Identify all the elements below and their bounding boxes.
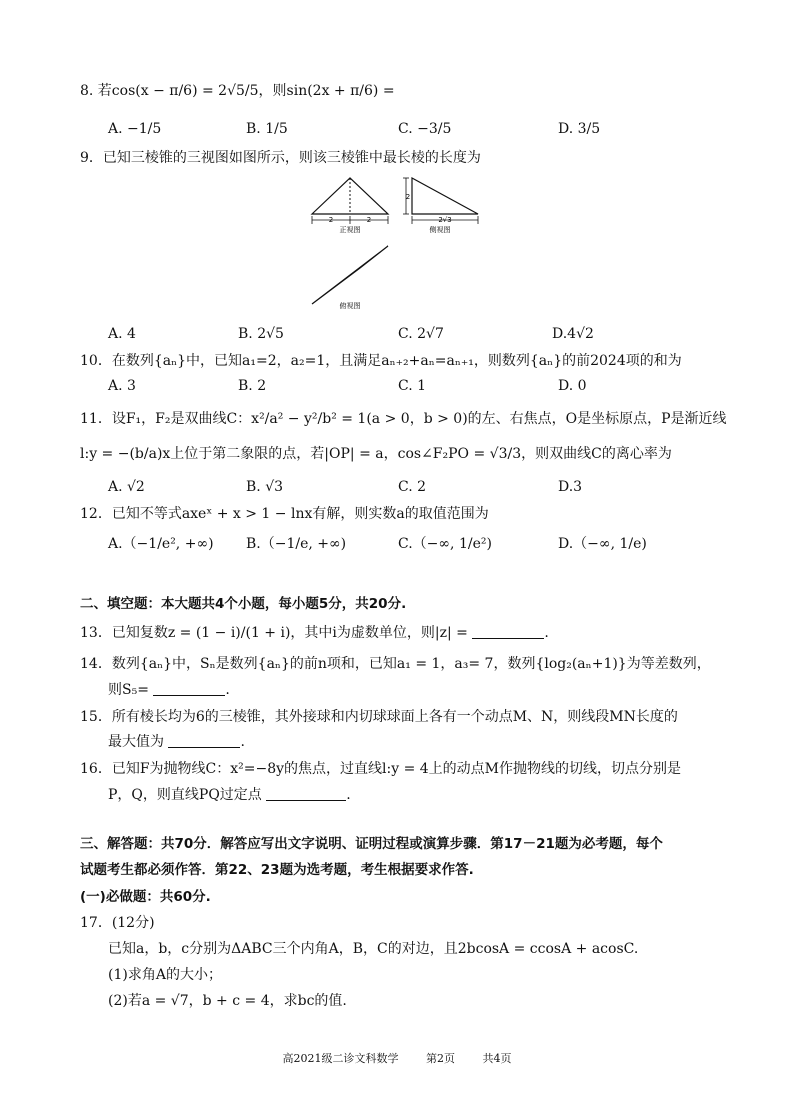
q13 [80, 624, 549, 642]
front-dim-right: 2 [366, 216, 372, 224]
top-view-label: 俯视图 [339, 302, 361, 310]
q12-stem: 12．已知不等式axeˣ + x > 1 − lnx有解，则实数a的取值范围为 [80, 506, 489, 522]
q17-stem: 已知a，b，c分别为ΔABC三个内角A，B，C的对边，且2bcosA = ccosA + acosC. [108, 941, 639, 957]
q8-option-d: D. 3/5 [558, 121, 601, 137]
footer-page-number: 第2页 [426, 1052, 455, 1065]
q11-option-a: A. √2 [108, 479, 145, 495]
q15-text: 最大值为 [108, 734, 164, 750]
q17-head: 17．(12分) [80, 915, 155, 931]
front-view-label: 正视图 [339, 226, 361, 234]
q14-text: 则S₅= [108, 682, 149, 698]
q12-option-c: C.（−∞, 1/e²) [398, 536, 492, 552]
q16-answer-blank[interactable] [266, 786, 346, 801]
section3-subheading: (一)必做题：共60分. [80, 889, 211, 905]
q16-text: P，Q，则直线PQ过定点 [108, 787, 262, 803]
side-height-dim: 2 [405, 193, 411, 201]
q8-option-c: C. −3/5 [398, 121, 452, 137]
footer-total-pages: 共4页 [482, 1052, 512, 1065]
q13-answer-blank[interactable] [472, 624, 544, 639]
page-footer [0, 1050, 794, 1066]
q11-stem-line1: 11．设F₁，F₂是双曲线C：x²/a² − y²/b² = 1(a > 0，b > 0)的左、右焦点，O是坐标原点，P是渐近线 [80, 411, 727, 427]
footer-title: 高2021级二诊文科数学 [282, 1052, 399, 1065]
q8-stem: 8. 若cos(x − π/6) = 2√5/5，则sin(2x + π/6) = [80, 83, 395, 99]
q9-option-a: A. 4 [108, 326, 136, 342]
q10-option-d: D. 0 [558, 378, 587, 394]
q11-option-d: D.3 [558, 479, 583, 495]
q10-stem: 10．在数列{aₙ}中，已知a₁=2，a₂=1，且满足aₙ₊₂+aₙ=aₙ₊₁，则数列{aₙ}的前2024项的和为 [80, 353, 682, 369]
q13-text: 13．已知复数z = (1 − i)/(1 + i)，其中i为虚数单位，则|z| = [80, 625, 468, 641]
q11-option-c: C. 2 [398, 479, 427, 495]
q9-stem: 9．已知三棱锥的三视图如图所示，则该三棱锥中最长棱的长度为 [80, 150, 481, 166]
side-view [403, 178, 478, 234]
q14-line2 [108, 681, 230, 699]
q12-option-b: B.（−1/e, +∞) [246, 536, 347, 552]
q17-part2: (2)若a = √7，b + c = 4，求bc的值. [108, 993, 347, 1009]
q8-option-b: B. 1/5 [246, 121, 288, 137]
side-view-label: 侧视图 [429, 226, 451, 234]
q15-line2 [108, 733, 245, 751]
q12-option-d: D.（−∞, 1/e) [558, 536, 647, 552]
top-view [312, 246, 388, 310]
q10-option-c: C. 1 [398, 378, 427, 394]
q13-end: . [544, 625, 549, 641]
q11-stem-line2: l:y = −(b/a)x上位于第二象限的点，若|OP| = a，cos∠F₂PO = √3/3，则双曲线C的离心率为 [80, 446, 672, 462]
section2-heading: 二、填空题：本大题共4个小题，每小题5分，共20分. [80, 596, 407, 612]
front-dim-left: 2 [328, 216, 334, 224]
front-view [312, 178, 388, 234]
q15-answer-blank[interactable] [168, 733, 240, 748]
q16-line2 [108, 786, 351, 804]
q16-line1: 16．已知F为抛物线C：x²=−8y的焦点，过直线l:y = 4上的动点M作抛物线的切线，切点分别是 [80, 761, 681, 777]
section3-heading-line1: 三、解答题：共70分．解答应写出文字说明、证明过程或演算步骤．第17－21题为必考题，每个 [80, 836, 663, 852]
q10-option-b: B. 2 [238, 378, 267, 394]
q16-end: . [346, 787, 351, 803]
q14-end: . [225, 682, 230, 698]
side-width-dim: 2√3 [438, 216, 452, 224]
q9-option-b: B. 2√5 [238, 326, 284, 342]
q15-line1: 15．所有棱长均为6的三棱锥，其外接球和内切球球面上各有一个动点M、N，则线段MN长度的 [80, 709, 678, 725]
section3-heading-line2: 试题考生都必须作答．第22、23题为选考题，考生根据要求作答. [80, 862, 474, 878]
q9-option-d: D.4√2 [552, 326, 594, 342]
q17-part1: (1)求角A的大小； [108, 967, 222, 983]
q14-answer-blank[interactable] [153, 681, 225, 696]
q8-option-a: A. −1/5 [108, 121, 162, 137]
q15-end: . [240, 734, 245, 750]
q11-option-b: B. √3 [246, 479, 284, 495]
q14-line1: 14．数列{aₙ}中，Sₙ是数列{aₙ}的前n项和，已知a₁ = 1，a₃= 7，数列{log₂(aₙ+1)}为等差数列， [80, 656, 711, 672]
q12-option-a: A.（−1/e², +∞) [108, 536, 214, 552]
three-view-figure [300, 172, 500, 317]
q10-option-a: A. 3 [108, 378, 136, 394]
q9-option-c: C. 2√7 [398, 326, 444, 342]
